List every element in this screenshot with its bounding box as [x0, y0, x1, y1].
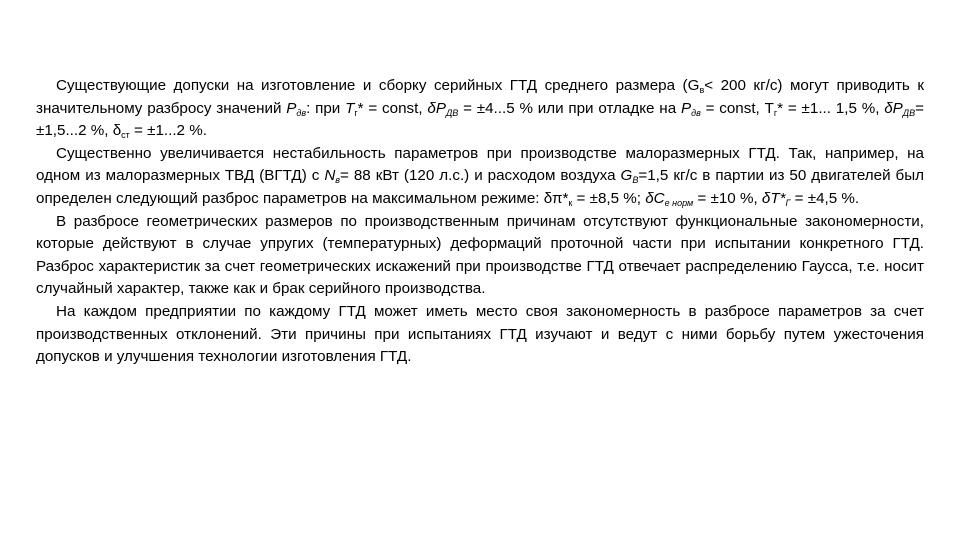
paragraph-geometric-scatter: [36, 211, 924, 301]
symbol-text: δР: [884, 99, 903, 117]
subscript-text: в: [335, 175, 340, 186]
symbol-text: δР: [427, 99, 446, 117]
text-run: = ±1,5...2 %, δ: [36, 99, 925, 140]
subscript-text: дв: [296, 107, 307, 118]
symbol-text: δС: [645, 189, 665, 207]
subscript-text: ст: [121, 130, 130, 141]
subscript-text: г: [773, 107, 778, 118]
symbol-text: Т: [345, 99, 355, 117]
subscript-text: к: [568, 197, 573, 208]
paragraph-tolerances: [36, 75, 924, 143]
text-run: = const, Т: [700, 99, 774, 117]
text-run: =1,5 кг/с в партии из 50 двигателей был определен следующий разброс параметров на максимальном режиме: δπ*: [36, 167, 925, 207]
text-run: = ±1...2 %.: [129, 122, 207, 140]
subscript-text: г: [354, 107, 358, 118]
text-run: Существующие допуски на изготовление и сборку серийных ГТД среднего размера (G: [56, 77, 700, 94]
text-run: = ±10 %,: [693, 189, 762, 207]
text-run: = ±8,5 %;: [572, 189, 646, 207]
symbol-text: N: [324, 167, 336, 185]
text-run: < 200 кг/с) могут приводить к значительному разбросу значений: [36, 77, 924, 117]
paragraph-enterprise: [36, 301, 924, 369]
text-run: В разбросе геометрических размеров по производственным причинам отсутствуют функциональные закономерности, которые действуют в случае упругих (температурных) деформаций проточной части при испытании конкретного ГТД. Разброс характеристик за счет геометрических искажений при производстве ГТД отвечает распределению Гаусса, т.е. носит случайный характер, также как и брак серийного производства.: [36, 212, 924, 298]
subscript-text: ДВ: [445, 107, 459, 118]
symbol-text: δТ*: [761, 189, 786, 207]
text-run: * = const,: [357, 99, 428, 117]
text-run: : при: [306, 99, 346, 117]
symbol-text: Р: [680, 99, 692, 117]
text-run: = ±4,5 %.: [790, 189, 860, 207]
subscript-text: в: [699, 85, 705, 95]
text-run: = 88 кВт (120 л.с.) и расходом воздуха: [339, 167, 621, 185]
text-run: Существенно увеличивается нестабильность параметров при производстве малоразмерных ГТД. Так, например, на одном из малоразмерных ТВД (ВГТД) с: [36, 144, 924, 185]
subscript-text: В: [632, 175, 639, 186]
text-run: * = ±1... 1,5 %,: [777, 99, 885, 117]
slide-text-body: [36, 75, 924, 369]
symbol-text: G: [620, 167, 633, 185]
subscript-text: дв: [691, 107, 701, 118]
symbol-text: Р: [286, 99, 297, 117]
text-run: = ±4...5 % или при отладке на: [458, 99, 681, 117]
subscript-text: е норм: [664, 197, 694, 208]
subscript-text: Г: [785, 197, 791, 208]
subscript-text: ДВ: [902, 107, 916, 118]
text-run: На каждом предприятии по каждому ГТД может иметь место своя закономерность в разбросе параметров за счет производственных отклонений. Эти причины при испытаниях ГТД изучают и ведут с ними борьбу путем ужесточения допусков и улучшения технологии изготовления ГТД.: [36, 302, 924, 366]
paragraph-small-engines: [36, 143, 924, 211]
